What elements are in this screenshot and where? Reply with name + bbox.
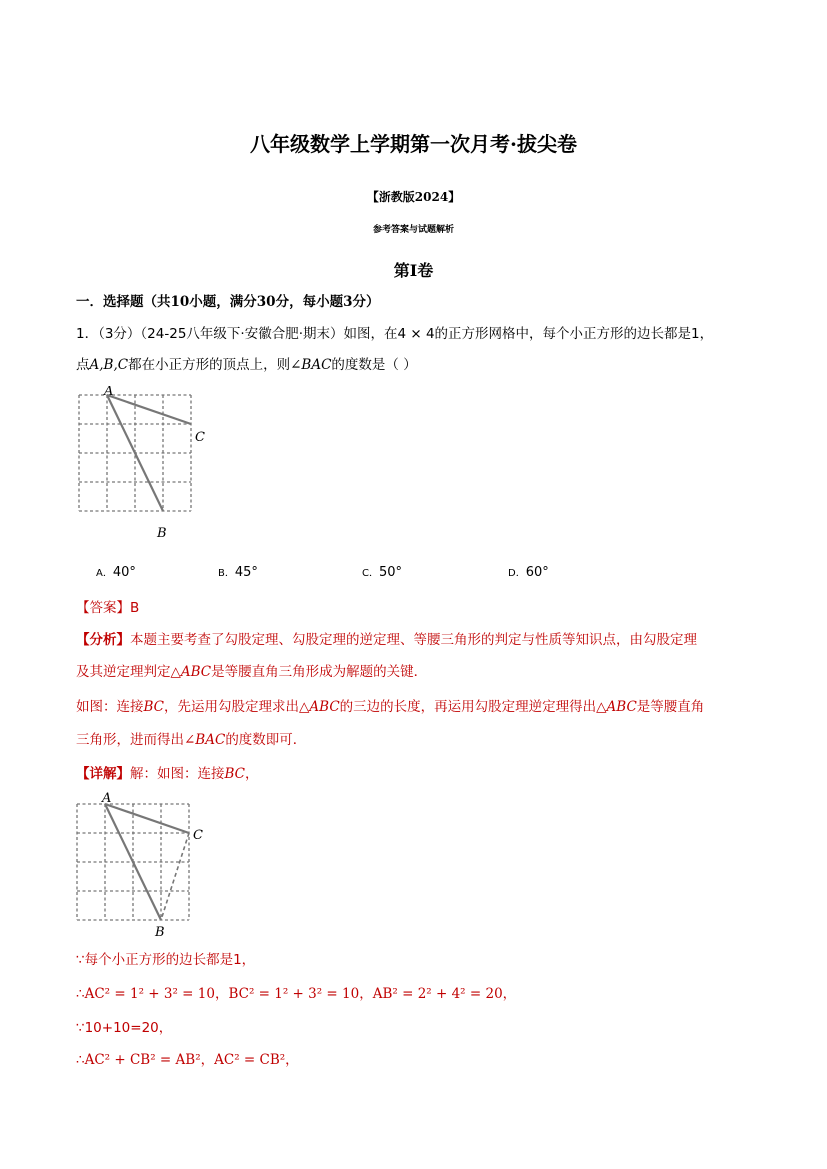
analysis-line-2	[76, 660, 427, 680]
analysis-line-1	[76, 628, 697, 648]
label-C: C	[195, 430, 205, 445]
detail-step-2: ∴AC² = 1² + 3² = 10，BC² = 1² + 3² = 10，AB² = 2² + 4² = 20，	[76, 986, 517, 1002]
label-B: B	[155, 925, 165, 940]
option-value: 50°	[378, 565, 403, 580]
label-B: B	[157, 526, 167, 541]
question-line-2	[76, 353, 417, 373]
answer-line	[76, 596, 139, 616]
analysis-text: 本题主要考查了勾股定理、勾股定理的逆定理、等腰三角形的判定与性质等知识点，由勾股定理	[130, 632, 697, 648]
section-heading: 一．选择题（共10小题，满分30分，每小题3分）	[76, 294, 380, 310]
analysis-line-4	[76, 728, 306, 748]
detail-step-3: ∵10+10=20，	[76, 1020, 173, 1036]
question-text: 点	[76, 357, 90, 373]
analysis-text: 三角形，进而得出	[76, 732, 184, 748]
option-letter: C．	[362, 568, 379, 579]
question-text: 的度数是（ ）	[331, 357, 417, 373]
analysis-text: 的度数即可．	[225, 732, 307, 748]
points-label: A,B,C	[89, 357, 129, 373]
figure-grid-1	[70, 386, 220, 546]
answer-label: 【答案】	[76, 600, 130, 616]
analysis-text: 是等腰直角三角形成为解题的关键．	[211, 664, 428, 680]
detail-text: 解：如图：连接	[130, 766, 225, 782]
analysis-text: 的三边的长度，再运用勾股定理逆定理得出	[339, 699, 597, 715]
angle-label: ∠BAC	[184, 732, 226, 748]
triangle-label: △ABC	[596, 699, 637, 715]
detail-line-1	[76, 762, 259, 782]
question-line-1: 1．（3分）（24-25八年级下·安徽合肥·期末）如图，在4 × 4的正方形网格中，每个小正方形的边长都是1，	[76, 326, 714, 342]
segment-BC	[161, 833, 189, 920]
option-value: 45°	[234, 565, 258, 580]
label-A: A	[104, 386, 114, 399]
option-value: 60°	[525, 565, 549, 580]
analysis-text: 如图：连接	[76, 699, 144, 715]
analysis-text: 及其逆定理判定	[76, 664, 171, 680]
analysis-text: 是等腰直角	[636, 699, 705, 715]
detail-text: ，	[245, 766, 259, 782]
label-A: A	[102, 791, 112, 806]
detail-step-1: ∵每个小正方形的边长都是1，	[76, 952, 256, 968]
option-letter: D．	[508, 568, 526, 579]
option-letter: B．	[218, 568, 235, 579]
option-b[interactable]	[218, 564, 258, 580]
segment-label: BC	[224, 766, 246, 782]
triangle-label: △ABC	[299, 699, 340, 715]
option-value: 40°	[112, 565, 136, 580]
detail-label: 【详解】	[76, 766, 130, 782]
analysis-line-3	[76, 695, 704, 715]
question-text: 都在小正方形的顶点上，则	[128, 357, 291, 373]
volume-heading: 第I卷	[393, 261, 434, 280]
option-a[interactable]	[96, 564, 136, 580]
label-C: C	[193, 828, 203, 843]
segment-label: BC	[143, 699, 165, 715]
option-c[interactable]	[362, 564, 402, 580]
triangle-label: △ABC	[170, 664, 212, 680]
answer-value: B	[130, 600, 140, 616]
option-letter: A．	[96, 568, 113, 579]
angle-label: ∠BAC	[290, 357, 332, 373]
subtitle: 参考答案与试题解析	[372, 225, 454, 235]
analysis-text: ，先运用勾股定理求出	[164, 699, 300, 715]
detail-step-4: ∴AC² + CB² = AB²，AC² = CB²，	[76, 1052, 299, 1068]
figure-grid-2	[70, 788, 220, 948]
page-title: 八年级数学上学期第一次月考·拔尖卷	[250, 132, 577, 156]
option-d[interactable]	[508, 564, 549, 580]
edition-label: 【浙教版2024】	[366, 190, 461, 204]
analysis-label: 【分析】	[76, 632, 130, 648]
